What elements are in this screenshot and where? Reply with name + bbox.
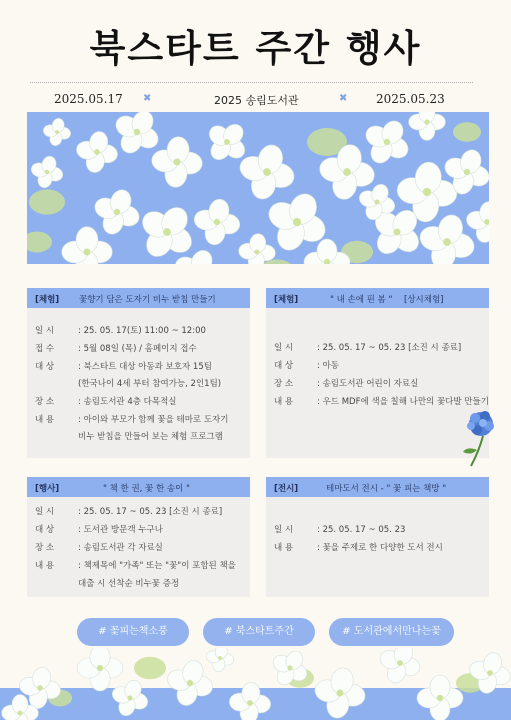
card-header — [27, 477, 250, 497]
row-label: 장 소 — [35, 543, 55, 553]
card-row — [35, 577, 179, 589]
row-label: 장 소 — [274, 379, 294, 389]
row-value: : 송림도서관 각 자료실 — [78, 543, 163, 553]
card-row — [35, 430, 223, 442]
event-card-spring-hand — [266, 288, 489, 458]
card-header — [266, 477, 489, 497]
row-label: 장 소 — [35, 397, 55, 407]
row-label: 내 용 — [274, 543, 294, 553]
card-row — [274, 341, 461, 353]
event-card-book-flower — [27, 477, 250, 597]
card-tag: [행사] — [35, 484, 60, 494]
row-value: : 25. 05. 17 ~ 05. 23 [소진 시 종료] — [317, 343, 462, 353]
row-label: 접 수 — [35, 344, 55, 354]
card-row — [35, 377, 221, 389]
row-value: : 25. 05. 17 ~ 05. 23 — [317, 525, 406, 535]
row-value: : 5월 08일 (목) / 홈페이지 접수 — [78, 344, 197, 354]
card-row — [35, 360, 212, 372]
card-row — [35, 324, 206, 336]
dateline — [0, 90, 511, 110]
row-label: 내 용 — [35, 415, 55, 425]
card-header — [266, 288, 489, 308]
row-value: : 25. 05. 17 ~ 05. 23 [소진 시 종료] — [78, 507, 223, 517]
row-label: 대 상 — [274, 361, 294, 371]
row-label: 일 시 — [35, 507, 55, 517]
row-label: 일 시 — [274, 343, 294, 353]
card-header — [27, 288, 250, 308]
start-date: 2025.05.17 — [54, 92, 123, 106]
end-date: 2025.05.23 — [376, 92, 445, 106]
card-tag: [체험] — [35, 295, 60, 305]
library-name: 2025 송림도서관 — [214, 94, 299, 107]
flower-banner-image — [27, 112, 489, 264]
row-value: : 아이와 부모가 함께 꽃을 테마로 도자기 — [78, 415, 229, 425]
hashtag-pill[interactable]: # 꽃피는책소풍 — [77, 618, 189, 646]
row-label: 일 시 — [35, 326, 55, 336]
card-tag: [체험] — [274, 295, 299, 305]
page-title: 북스타트 주간 행사 — [89, 27, 422, 70]
card-title: 꽃향기 담은 도자기 비누 받침 만들기 — [79, 295, 216, 305]
row-value: : 북스타트 대상 아동과 보호자 15팀 — [78, 362, 212, 372]
row-value: 비누 받침을 만들어 보는 체험 프로그램 — [78, 432, 223, 442]
event-card-exhibition — [266, 477, 489, 597]
card-row — [274, 523, 405, 535]
row-value: (한국나이 4세 부터 참여가능, 2인1팀) — [78, 379, 222, 389]
row-label: 대 상 — [35, 525, 55, 535]
card-row — [274, 541, 443, 553]
hashtag-pill[interactable]: # 도서관에서만나는꽃 — [329, 618, 454, 646]
star-separator-icon: ✖ — [339, 93, 348, 104]
card-row — [274, 377, 418, 389]
row-label: 내 용 — [35, 561, 55, 571]
card-row — [274, 395, 489, 407]
card-row — [35, 523, 163, 535]
row-value: : 송림도서관 어린이 자료실 — [317, 379, 419, 389]
row-value: : 꽃을 주제로 한 다양한 도서 전시 — [317, 543, 443, 553]
row-value: : 우드 MDF에 색을 칠해 나만의 꽃다발 만들기 — [317, 397, 489, 407]
row-value: : 책제목에 "가족" 또는 "꽃"이 포함된 책을 — [78, 561, 236, 571]
card-row — [35, 413, 228, 425]
card-title: " 내 손에 핀 봄 " — [330, 295, 393, 305]
card-extra-tag: [상시체험] — [404, 295, 444, 305]
star-separator-icon: ✖ — [143, 93, 152, 104]
row-value: : 25. 05. 17(토) 11:00 ~ 12:00 — [78, 326, 206, 336]
row-label: 내 용 — [274, 397, 294, 407]
card-tag: [전시] — [274, 484, 299, 494]
hashtag-pill[interactable]: # 북스타트주간 — [203, 618, 315, 646]
card-row — [35, 505, 222, 517]
row-value: : 도서관 방문객 누구나 — [78, 525, 163, 535]
card-row — [274, 359, 339, 371]
card-row — [35, 559, 236, 571]
event-card-soap-dish — [27, 288, 250, 458]
hydrangea-icon — [459, 406, 507, 468]
row-value: : 송림도서관 4층 다목적실 — [78, 397, 177, 407]
card-title: " 책 한 권, 꽃 한 송이 " — [103, 484, 190, 494]
card-row — [35, 342, 197, 354]
card-title: 테마도서 전시 - " 꽃 피는 책방 " — [326, 484, 447, 494]
row-value: 대출 시 선착순 비누꽃 증정 — [78, 579, 180, 589]
dotted-divider — [30, 82, 473, 83]
card-row — [35, 395, 177, 407]
flower-footer-image — [0, 648, 511, 720]
row-value: : 아동 — [317, 361, 339, 371]
row-label: 일 시 — [274, 525, 294, 535]
hashtag-row — [0, 618, 511, 646]
card-row — [35, 541, 163, 553]
row-label: 대 상 — [35, 362, 55, 372]
